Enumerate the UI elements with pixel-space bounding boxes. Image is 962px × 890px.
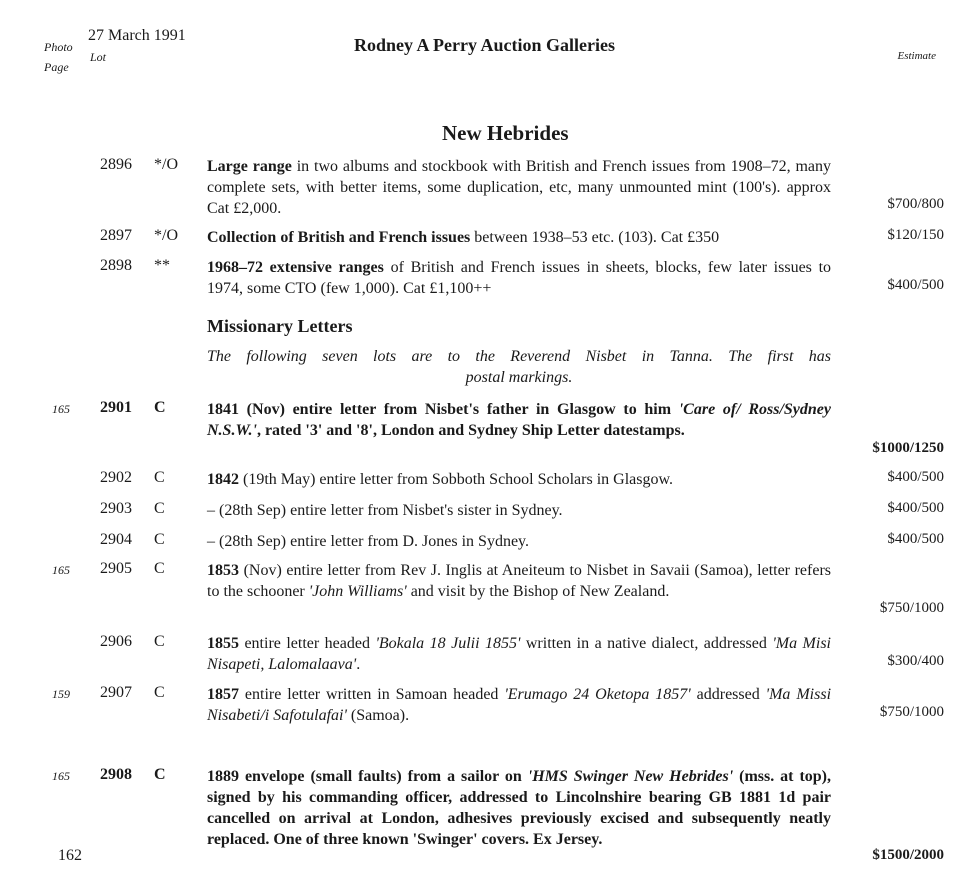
- condition-symbol: C: [154, 469, 165, 486]
- lot-estimate: $400/500: [887, 531, 944, 547]
- lot-number: 2904: [100, 531, 132, 548]
- lot-description: 1857 entire letter written in Samoan headed 'Erumago 24 Oketopa 1857' addressed 'Ma Missi Nisabeti/i Safotulafai' (Samoa).: [207, 686, 832, 724]
- lot-estimate: $750/1000: [879, 704, 944, 720]
- photo-page-ref: 165: [52, 769, 70, 783]
- lot-estimate: $400/500: [887, 500, 944, 516]
- condition-symbol: C: [154, 500, 165, 517]
- condition-symbol: C: [154, 399, 166, 416]
- lot-number: 2901: [100, 399, 132, 416]
- condition-symbol: C: [154, 560, 165, 577]
- lot-number: 2897: [100, 227, 132, 244]
- lot-description: Large range in two albums and stockbook with British and French issues from 1908–72, many complete sets, with better items, some duplication, etc, many unmounted mint (100's). approx Cat £2,000.: [207, 158, 831, 217]
- lot-label: Lot: [90, 50, 107, 64]
- lot-description: 1853 (Nov) entire letter from Rev J. Inglis at Aneiteum to Nisbet in Savaii (Samoa), letter refers to the schooner 'John Williams' and visit by the Bishop of New Zealand.: [207, 562, 831, 600]
- condition-symbol: C: [154, 633, 165, 650]
- lot-number: 2896: [100, 156, 132, 173]
- lot-description: – (28th Sep) entire letter from D. Jones in Sydney.: [207, 533, 530, 550]
- lot-estimate: $700/800: [887, 196, 944, 212]
- lot-description: 1889 envelope (small faults) from a sailor on 'HMS Swinger New Hebrides' (mss. at top), signed by his commanding officer, addressed to Lincolnshire bearing GB 1881 1d pair cancelled on arrival at London, adhesives previously excised and subsequently neatly replaced. One of three known 'Swinger' covers. Ex Jersey.: [207, 768, 832, 848]
- page-label: Page: [44, 60, 69, 74]
- condition-symbol: C: [154, 531, 165, 548]
- lot-number: 2906: [100, 633, 132, 650]
- lot-estimate: $1000/1250: [872, 440, 944, 456]
- photo-label: Photo: [44, 40, 73, 54]
- subsection-title: Missionary Letters: [207, 316, 353, 336]
- lot-number: 2907: [100, 684, 132, 701]
- lot-estimate: $1500/2000: [872, 847, 944, 863]
- lot-description: 1855 entire letter headed 'Bokala 18 Julii 1855' written in a native dialect, addressed 'Ma Misi Nisapeti, Lalomalaava'.: [207, 635, 831, 673]
- lot-estimate: $300/400: [887, 653, 944, 669]
- page-header-title: Rodney A Perry Auction Galleries: [354, 35, 615, 55]
- condition-symbol: */O: [154, 227, 178, 244]
- lot-number: 2898: [100, 257, 132, 274]
- condition-symbol: */O: [154, 156, 178, 173]
- section-title: New Hebrides: [442, 121, 569, 145]
- estimate-label: Estimate: [897, 50, 936, 62]
- condition-symbol: **: [154, 257, 170, 274]
- lot-number: 2902: [100, 469, 132, 486]
- photo-page-ref: 159: [52, 687, 70, 701]
- lot-estimate: $120/150: [887, 227, 944, 243]
- photo-page-ref: 165: [52, 402, 70, 416]
- lot-number: 2903: [100, 500, 132, 517]
- photo-page-ref: 165: [52, 563, 70, 577]
- lot-description: – (28th Sep) entire letter from Nisbet's sister in Sydney.: [207, 502, 563, 519]
- lot-estimate: $400/500: [887, 469, 944, 485]
- intro-note-line-2: postal markings.: [465, 369, 573, 386]
- page-number: 162: [58, 847, 82, 864]
- lot-description: Collection of British and French issues between 1938–53 etc. (103). Cat £350: [207, 229, 720, 246]
- condition-symbol: C: [154, 766, 166, 783]
- lot-description: 1842 (19th May) entire letter from Sobboth School Scholars in Glasgow.: [207, 471, 673, 488]
- lot-number: 2905: [100, 560, 132, 577]
- lot-number: 2908: [100, 766, 132, 783]
- intro-note-line-1: The following seven lots are to the Reverend Nisbet in Tanna. The first has: [207, 348, 831, 365]
- lot-estimate: $400/500: [887, 277, 944, 293]
- lot-description: 1968–72 extensive ranges of British and French issues in sheets, blocks, few later issues to 1974, some CTO (few 1,000). Cat £1,100++: [207, 259, 832, 297]
- lot-description: 1841 (Nov) entire letter from Nisbet's father in Glasgow to him 'Care of/ Ross/Sydney N.S.W.', rated '3' and '8', London and Sydney Ship Letter datestamps.: [207, 401, 831, 439]
- auction-date: 27 March 1991: [88, 27, 186, 44]
- lot-estimate: $750/1000: [879, 600, 944, 616]
- condition-symbol: C: [154, 684, 165, 701]
